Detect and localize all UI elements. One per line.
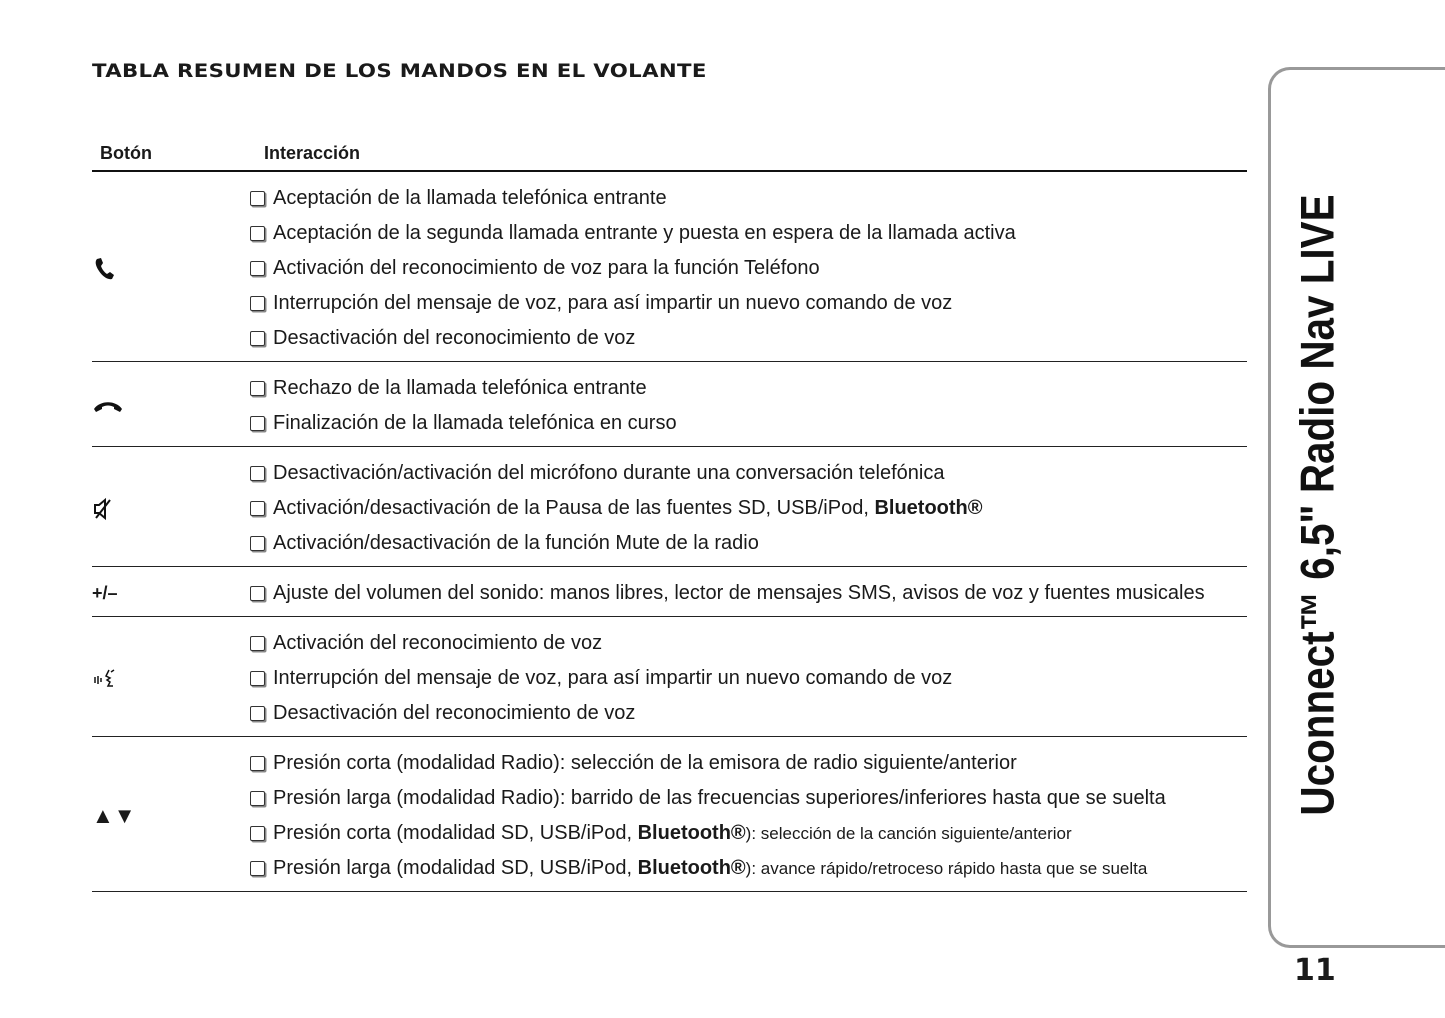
list-item xyxy=(250,181,1247,216)
item-text xyxy=(273,696,635,731)
item-text xyxy=(273,526,759,561)
header-interaction: Interacción xyxy=(264,143,361,163)
text-segment: Finalización de la llamada telefónica en curso xyxy=(273,412,677,434)
checkbox-bullet-icon xyxy=(250,636,265,651)
text-segment: Aceptación de la llamada telefónica entrante xyxy=(273,187,667,209)
interaction-list xyxy=(250,371,1247,441)
list-item xyxy=(250,286,1247,321)
table-row xyxy=(92,172,1247,362)
checkbox-bullet-icon xyxy=(250,791,265,806)
checkbox-bullet-icon xyxy=(250,466,265,481)
checkbox-bullet-icon xyxy=(250,536,265,551)
volume-icon: +/– xyxy=(92,583,118,603)
item-text xyxy=(273,491,983,526)
hang-up-icon xyxy=(92,371,250,441)
item-text xyxy=(273,816,1072,851)
checkbox-bullet-icon xyxy=(250,826,265,841)
item-text xyxy=(273,216,1016,251)
list-item xyxy=(250,661,1247,696)
checkbox-bullet-icon xyxy=(250,671,265,686)
item-text xyxy=(273,321,635,356)
text-segment: Rechazo de la llamada telefónica entrante xyxy=(273,377,647,399)
bold-text: Bluetooth® xyxy=(874,497,983,519)
item-text xyxy=(273,626,602,661)
item-text xyxy=(273,406,677,441)
section-title: Uconnect™ 6,5" Radio Nav LIVE xyxy=(1290,194,1344,816)
list-item xyxy=(250,526,1247,561)
checkbox-bullet-icon xyxy=(250,756,265,771)
item-text xyxy=(273,746,1017,781)
checkbox-bullet-icon xyxy=(250,416,265,431)
list-item xyxy=(250,216,1247,251)
list-item xyxy=(250,491,1247,526)
text-segment: Desactivación/activación del micrófono durante una conversación telefónica xyxy=(273,462,945,484)
item-text xyxy=(273,371,647,406)
checkbox-bullet-icon xyxy=(250,381,265,396)
checkbox-bullet-icon xyxy=(250,586,265,601)
item-text xyxy=(273,781,1166,816)
text-segment: Aceptación de la segunda llamada entrante y puesta en espera de la llamada activa xyxy=(273,222,1016,244)
phone-icon xyxy=(92,181,250,356)
text-segment: Interrupción del mensaje de voz, para así impartir un nuevo comando de voz xyxy=(273,292,953,314)
list-item xyxy=(250,746,1247,781)
list-item xyxy=(250,576,1247,611)
table-row xyxy=(92,567,1247,617)
interaction-list xyxy=(250,576,1247,611)
list-item xyxy=(250,781,1247,816)
list-item xyxy=(250,626,1247,661)
bold-text: Bluetooth® xyxy=(637,822,746,844)
table-row xyxy=(92,362,1247,447)
table-header xyxy=(92,140,1247,172)
item-text xyxy=(273,576,1205,611)
text-segment: ): avance rápido/retroceso rápido hasta que se suelta xyxy=(745,859,1148,878)
text-segment: Activación/desactivación de la función Mute de la radio xyxy=(273,532,759,554)
text-segment: Activación del reconocimiento de voz xyxy=(273,632,603,654)
text-segment: Presión larga (modalidad SD, USB/iPod, xyxy=(273,857,638,879)
interaction-list xyxy=(250,181,1247,356)
text-segment: Presión larga (modalidad Radio): barrido de las frecuencias superiores/inferiores hasta que se suelta xyxy=(273,787,1166,809)
bold-text: Bluetooth® xyxy=(637,857,746,879)
text-segment: Interrupción del mensaje de voz, para así impartir un nuevo comando de voz xyxy=(273,667,953,689)
table-row xyxy=(92,737,1247,892)
text-segment: ): selección de la canción siguiente/anterior xyxy=(745,824,1072,843)
table-row xyxy=(92,617,1247,737)
checkbox-bullet-icon xyxy=(250,191,265,206)
mute-icon xyxy=(92,456,250,561)
item-text xyxy=(273,456,945,491)
text-segment: Presión corta (modalidad SD, USB/iPod, xyxy=(273,822,638,844)
up-down-arrows-icon: ▲▼ xyxy=(92,803,136,828)
list-item xyxy=(250,251,1247,286)
text-segment: Desactivación del reconocimiento de voz xyxy=(273,327,636,349)
interaction-list xyxy=(250,456,1247,561)
list-item xyxy=(250,816,1247,851)
list-item xyxy=(250,406,1247,441)
checkbox-bullet-icon xyxy=(250,261,265,276)
item-text xyxy=(273,251,820,286)
voice-recognition-icon xyxy=(92,626,250,731)
checkbox-bullet-icon xyxy=(250,706,265,721)
page-title: TABLA RESUMEN DE LOS MANDOS EN EL VOLANTE xyxy=(92,60,707,82)
text-segment: Activación del reconocimiento de voz para la función Teléfono xyxy=(273,257,820,279)
checkbox-bullet-icon xyxy=(250,296,265,311)
text-segment: Presión corta (modalidad Radio): selección de la emisora de radio siguiente/anterior xyxy=(273,752,1017,774)
checkbox-bullet-icon xyxy=(250,501,265,516)
item-text xyxy=(273,286,952,321)
interaction-list xyxy=(250,626,1247,731)
list-item xyxy=(250,321,1247,356)
list-item xyxy=(250,371,1247,406)
steering-controls-table xyxy=(92,140,1247,892)
item-text xyxy=(273,851,1147,886)
text-segment: Ajuste del volumen del sonido: manos libres, lector de mensajes SMS, avisos de voz y fuentes musicales xyxy=(273,582,1205,604)
table-row xyxy=(92,447,1247,567)
checkbox-bullet-icon xyxy=(250,861,265,876)
list-item xyxy=(250,456,1247,491)
item-text xyxy=(273,661,952,696)
page-number: 11 xyxy=(1294,953,1336,988)
interaction-list xyxy=(250,746,1247,886)
text-segment: Desactivación del reconocimiento de voz xyxy=(273,702,636,724)
text-segment: Activación/desactivación de la Pausa de las fuentes SD, USB/iPod, xyxy=(273,497,875,519)
checkbox-bullet-icon xyxy=(250,226,265,241)
header-button: Botón xyxy=(100,143,152,163)
item-text xyxy=(273,181,667,216)
list-item xyxy=(250,851,1247,886)
checkbox-bullet-icon xyxy=(250,331,265,346)
list-item xyxy=(250,696,1247,731)
